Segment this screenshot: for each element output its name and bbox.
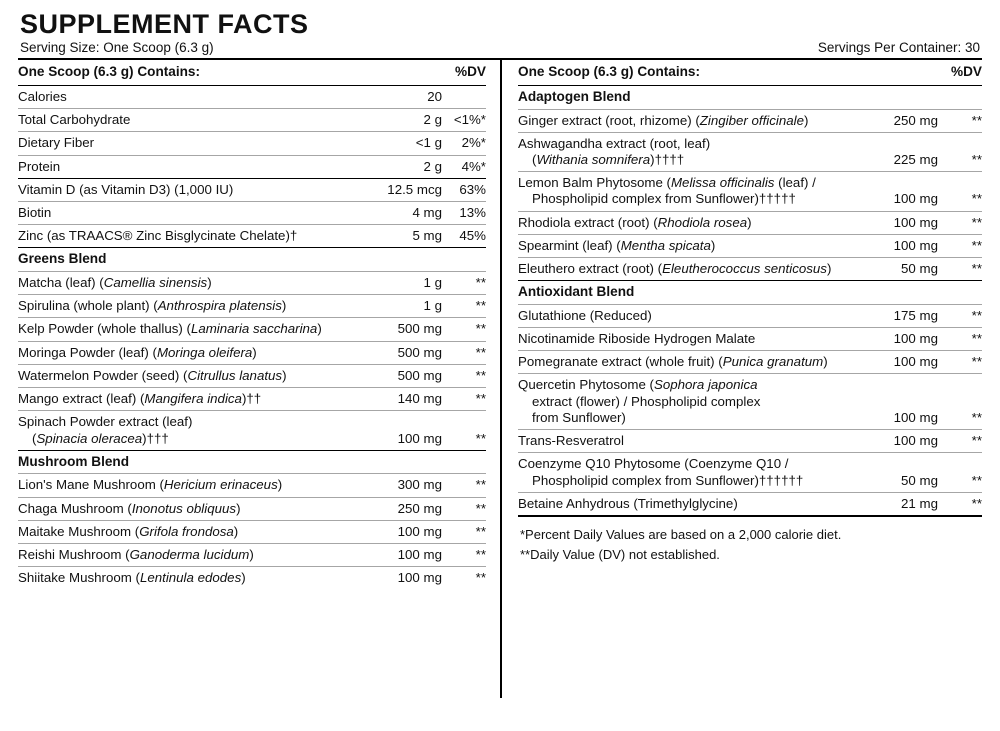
nutrient-name: Lion's Mane Mushroom (Hericium erinaceus) bbox=[18, 474, 368, 497]
nutrient-name: Rhodiola extract (root) (Rhodiola rosea) bbox=[518, 211, 864, 234]
nutrient-name: Matcha (leaf) (Camellia sinensis) bbox=[18, 272, 368, 295]
nutrient-name: Trans-Resveratrol bbox=[518, 430, 864, 453]
table-row bbox=[518, 172, 982, 211]
column-header-contains: One Scoop (6.3 g) Contains: bbox=[18, 60, 368, 85]
nutrient-name: Shiitake Mushroom (Lentinula edodes) bbox=[18, 570, 246, 586]
table-header-row bbox=[518, 60, 982, 85]
nutrient-dv: ** bbox=[475, 570, 486, 586]
nutrient-name: Kelp Powder (whole thallus) (Laminaria saccharina) bbox=[18, 318, 368, 341]
nutrient-dv: ** bbox=[938, 211, 982, 234]
table-row bbox=[18, 272, 486, 295]
table-row bbox=[18, 341, 486, 364]
nutrient-dv: ** bbox=[442, 388, 486, 411]
nutrient-name: Coenzyme Q10 Phytosome (Coenzyme Q10 / Phospholipid complex from Sunflower)†††††† bbox=[518, 453, 864, 492]
nutrient-dv: ** bbox=[938, 172, 982, 211]
nutrient-name: Biotin bbox=[18, 202, 368, 225]
table-row bbox=[518, 430, 982, 453]
nutrient-amount: 225 mg bbox=[864, 132, 938, 171]
nutrient-amount: 20 bbox=[368, 85, 442, 108]
column-header-contains: One Scoop (6.3 g) Contains: bbox=[518, 60, 864, 85]
nutrient-name: Spirulina (whole plant) (Anthrospira platensis) bbox=[18, 295, 368, 318]
table-row bbox=[18, 155, 486, 178]
nutrient-dv: 63% bbox=[442, 178, 486, 201]
nutrient-amount: 100 mg bbox=[864, 172, 938, 211]
nutrient-amount: 50 mg bbox=[864, 453, 938, 492]
column-header-dv: %DV bbox=[938, 60, 982, 85]
nutrient-amount: 100 mg bbox=[368, 520, 442, 543]
nutrient-name: Glutathione (Reduced) bbox=[518, 304, 864, 327]
nutrient-amount: 5 mg bbox=[368, 225, 442, 248]
table-row bbox=[18, 202, 486, 225]
nutrient-name: Eleuthero extract (root) (Eleutherococcus senticosus) bbox=[518, 258, 864, 281]
nutrient-amount: 500 mg bbox=[368, 318, 442, 341]
nutrient-name: Lemon Balm Phytosome (Melissa officinalis (leaf) / Phospholipid complex from Sunflower)††††† bbox=[518, 172, 864, 211]
nutrient-dv: ** bbox=[938, 304, 982, 327]
table-row bbox=[18, 178, 486, 201]
nutrient-amount: 100 mg bbox=[864, 234, 938, 257]
nutrient-amount: <1 g bbox=[368, 132, 442, 155]
nutrient-amount: 1 g bbox=[368, 272, 442, 295]
table-row bbox=[518, 258, 982, 281]
nutrient-name: Maitake Mushroom (Grifola frondosa) bbox=[18, 520, 368, 543]
table-row bbox=[518, 351, 982, 374]
blend-title: Antioxidant Blend bbox=[518, 281, 982, 305]
serving-info-row bbox=[18, 40, 982, 58]
nutrient-amount: 4 mg bbox=[368, 202, 442, 225]
nutrient-name: Ginger extract (root, rhizome) (Zingiber officinale) bbox=[518, 109, 864, 132]
nutrient-dv: ** bbox=[938, 234, 982, 257]
table-row bbox=[18, 85, 486, 108]
table-row bbox=[518, 328, 982, 351]
table-header-row bbox=[18, 60, 486, 85]
blend-heading-row bbox=[18, 248, 486, 272]
nutrient-dv: 13% bbox=[442, 202, 486, 225]
servings-per-container-label: Servings Per Container: 30 bbox=[817, 40, 980, 56]
nutrient-dv: 2%* bbox=[442, 132, 486, 155]
blend-heading-row bbox=[518, 85, 982, 109]
nutrient-name: Nicotinamide Riboside Hydrogen Malate bbox=[518, 328, 864, 351]
nutrient-dv: 45% bbox=[442, 225, 486, 248]
blend-heading-row bbox=[518, 281, 982, 305]
nutrient-dv: ** bbox=[938, 492, 982, 516]
nutrient-amount: 2 g bbox=[368, 155, 442, 178]
nutrient-amount: 500 mg bbox=[368, 364, 442, 387]
nutrient-amount: 21 mg bbox=[864, 492, 938, 516]
table-row bbox=[18, 318, 486, 341]
nutrient-dv: ** bbox=[442, 364, 486, 387]
nutrient-dv: ** bbox=[442, 318, 486, 341]
nutrient-dv: ** bbox=[938, 453, 982, 492]
nutrient-dv: ** bbox=[442, 411, 486, 450]
nutrient-amount: 500 mg bbox=[368, 341, 442, 364]
table-row bbox=[518, 211, 982, 234]
nutrient-amount: 100 mg bbox=[864, 374, 938, 430]
blend-title: Mushroom Blend bbox=[18, 450, 486, 474]
table-row bbox=[518, 234, 982, 257]
nutrient-dv: ** bbox=[938, 351, 982, 374]
nutrient-dv: ** bbox=[442, 520, 486, 543]
nutrient-name: Dietary Fiber bbox=[18, 132, 368, 155]
nutrient-name: Pomegranate extract (whole fruit) (Punica granatum) bbox=[518, 351, 864, 374]
table-row bbox=[18, 295, 486, 318]
nutrient-name: Protein bbox=[18, 155, 368, 178]
nutrient-name: Zinc (as TRAACS® Zinc Bisglycinate Chelate)† bbox=[18, 225, 368, 248]
table-row bbox=[518, 492, 982, 516]
table-row bbox=[18, 497, 486, 520]
nutrient-name: Total Carbohydrate bbox=[18, 109, 368, 132]
blend-heading-row bbox=[18, 450, 486, 474]
table-row bbox=[18, 411, 486, 450]
left-nutrition-table bbox=[18, 60, 486, 589]
nutrient-dv: ** bbox=[442, 544, 486, 567]
nutrient-amount: 100 mg bbox=[397, 570, 442, 586]
table-row bbox=[518, 374, 982, 430]
right-nutrition-table bbox=[518, 60, 982, 517]
table-row bbox=[18, 544, 486, 567]
nutrient-name: Spinach Powder extract (leaf) (Spinacia oleracea)††† bbox=[18, 411, 368, 450]
table-row bbox=[518, 109, 982, 132]
footnotes bbox=[518, 517, 982, 564]
nutrient-name: Quercetin Phytosome (Sophora japonica extract (flower) / Phospholipid complex from Sunflower) bbox=[518, 374, 864, 430]
nutrient-name: Betaine Anhydrous (Trimethylglycine) bbox=[518, 492, 864, 516]
nutrient-amount: 175 mg bbox=[864, 304, 938, 327]
facts-columns bbox=[18, 58, 982, 698]
page-title: SUPPLEMENT FACTS bbox=[20, 9, 309, 39]
table-row bbox=[18, 520, 486, 543]
footnote-percent-daily-value: *Percent Daily Values are based on a 2,000 calorie diet. bbox=[520, 527, 842, 543]
nutrient-amount: 100 mg bbox=[864, 430, 938, 453]
table-row bbox=[18, 364, 486, 387]
nutrient-dv: <1%* bbox=[442, 109, 486, 132]
nutrient-name: Watermelon Powder (seed) (Citrullus lanatus) bbox=[18, 364, 368, 387]
nutrient-amount: 250 mg bbox=[864, 109, 938, 132]
nutrient-name: Ashwagandha extract (root, leaf) (Withania somnifera)†††† bbox=[518, 132, 864, 171]
table-row bbox=[18, 225, 486, 248]
nutrient-amount: 2 g bbox=[368, 109, 442, 132]
nutrient-amount: 250 mg bbox=[368, 497, 442, 520]
footnote-dv-not-established: **Daily Value (DV) not established. bbox=[520, 546, 720, 562]
nutrient-dv: ** bbox=[442, 497, 486, 520]
nutrient-amount: 12.5 mcg bbox=[368, 178, 442, 201]
table-row bbox=[18, 109, 486, 132]
nutrient-name: Spearmint (leaf) (Mentha spicata) bbox=[518, 234, 864, 257]
nutrient-dv: ** bbox=[442, 272, 486, 295]
nutrient-dv: ** bbox=[442, 474, 486, 497]
nutrient-amount: 1 g bbox=[368, 295, 442, 318]
serving-size-label: Serving Size: One Scoop (6.3 g) bbox=[20, 40, 214, 56]
nutrient-amount: 300 mg bbox=[368, 474, 442, 497]
nutrient-dv bbox=[442, 85, 486, 108]
right-column bbox=[500, 60, 982, 698]
nutrient-amount: 100 mg bbox=[368, 544, 442, 567]
nutrient-amount: 100 mg bbox=[864, 351, 938, 374]
blend-title: Greens Blend bbox=[18, 248, 486, 272]
nutrient-amount: 140 mg bbox=[368, 388, 442, 411]
left-column bbox=[18, 60, 500, 698]
nutrient-dv: 4%* bbox=[442, 155, 486, 178]
table-row bbox=[18, 388, 486, 411]
table-row bbox=[18, 567, 486, 590]
nutrient-amount: 50 mg bbox=[864, 258, 938, 281]
nutrient-name: Vitamin D (as Vitamin D3) (1,000 IU) bbox=[18, 178, 368, 201]
nutrient-name: Chaga Mushroom (Inonotus obliquus) bbox=[18, 497, 368, 520]
column-header-amount bbox=[368, 60, 442, 85]
table-row bbox=[518, 304, 982, 327]
nutrient-dv: ** bbox=[938, 109, 982, 132]
nutrient-dv: ** bbox=[938, 258, 982, 281]
nutrient-name: Mango extract (leaf) (Mangifera indica)†† bbox=[18, 388, 368, 411]
nutrient-amount: 100 mg bbox=[864, 211, 938, 234]
nutrient-name: Calories bbox=[18, 85, 368, 108]
nutrient-name: Reishi Mushroom (Ganoderma lucidum) bbox=[18, 544, 368, 567]
nutrient-amount: 100 mg bbox=[368, 411, 442, 450]
nutrient-dv: ** bbox=[938, 374, 982, 430]
table-row bbox=[18, 132, 486, 155]
nutrient-name: Moringa Powder (leaf) (Moringa oleifera) bbox=[18, 341, 368, 364]
blend-title: Adaptogen Blend bbox=[518, 85, 982, 109]
nutrient-dv: ** bbox=[938, 132, 982, 171]
table-row bbox=[18, 474, 486, 497]
column-header-amount bbox=[864, 60, 938, 85]
nutrient-amount: 100 mg bbox=[864, 328, 938, 351]
column-header-dv: %DV bbox=[442, 60, 486, 85]
table-row bbox=[518, 453, 982, 492]
nutrient-dv: ** bbox=[938, 430, 982, 453]
nutrient-dv: ** bbox=[442, 295, 486, 318]
table-row bbox=[518, 132, 982, 171]
nutrient-dv: ** bbox=[938, 328, 982, 351]
nutrient-dv: ** bbox=[442, 341, 486, 364]
